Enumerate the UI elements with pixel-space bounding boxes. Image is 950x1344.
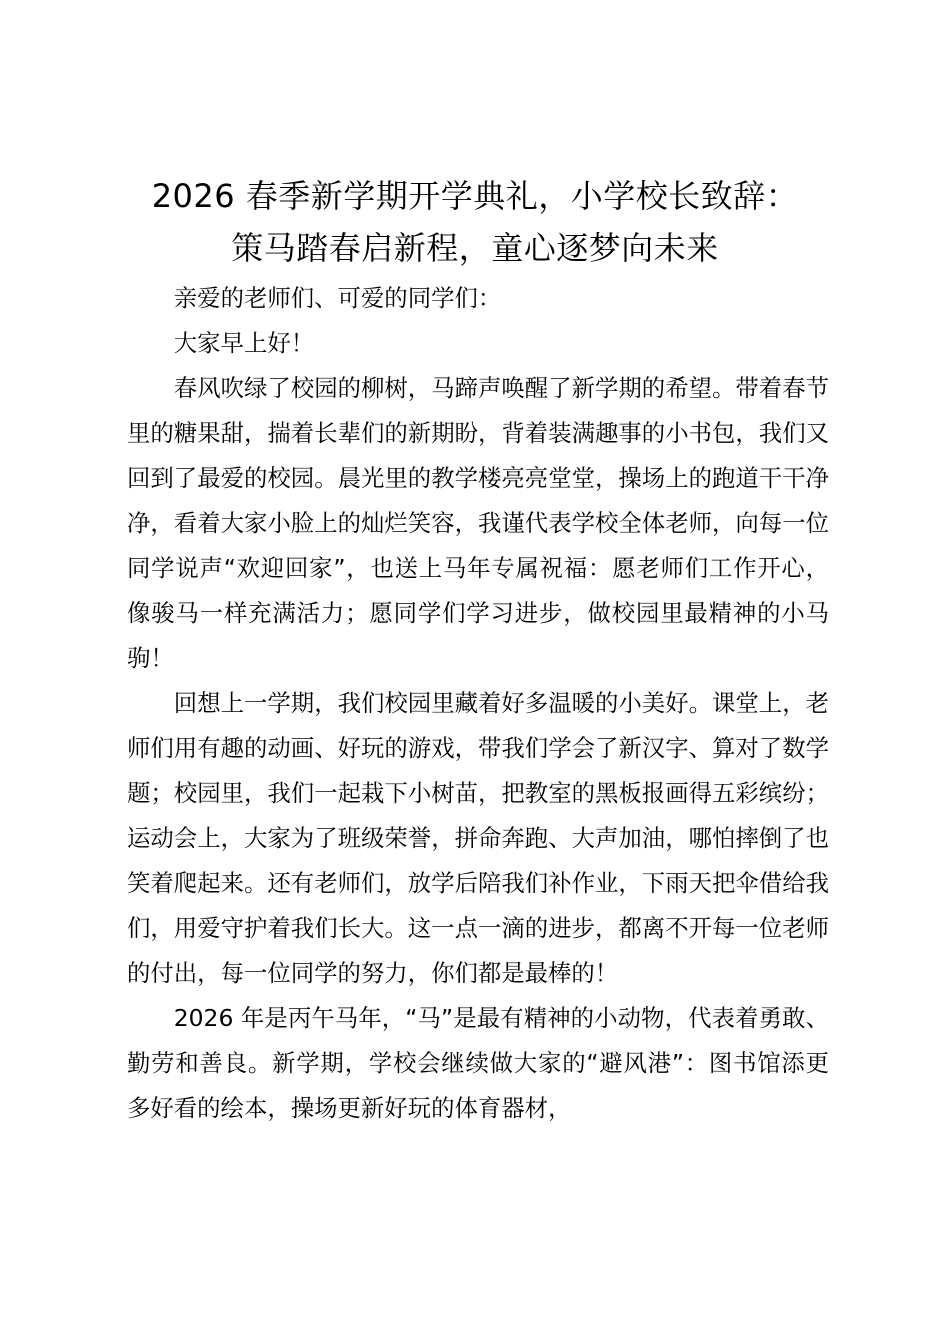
speech-title (0, 170, 950, 274)
body-paragraph: 回想上一学期，我们校园里藏着好多温暖的小美好。课堂上，老师们用有趣的动画、好玩的游戏，带我们学会了新汉字、算对了数学题；校园里，我们一起栽下小树苗，把教室的黑板报画得五彩缤纷；运动会上，大家为了班级荣誉，拼命奔跑、大声加油，哪怕摔倒了也笑着爬起来。还有老师们，放学后陪我们补作业，下雨天把伞借给我们，用爱守护着我们长大。这一点一滴的进步，都离不开每一位老师的付出，每一位同学的努力，你们都是最棒的！ (127, 689, 829, 987)
title-line-1: 2026 春季新学期开学典礼，小学校长致辞： (151, 177, 799, 215)
greeting: 大家早上好！ (173, 329, 315, 357)
salutation: 亲爱的老师们、可爱的同学们： (173, 284, 502, 312)
body-paragraph: 2026 年是丙午马年，“马”是最有精神的小动物，代表着勇敢、勤劳和善良。新学期，学校会继续做大家的“避风港”：图书馆添更多好看的绘本，操场更新好玩的体育器材， (127, 1004, 829, 1122)
title-line-2: 策马踏春启新程，童心逐梦向未来 (231, 229, 719, 267)
body-paragraph: 春风吹绿了校园的柳树，马蹄声唤醒了新学期的希望。带着春节里的糖果甜，揣着长辈们的新期盼，背着装满趣事的小书包，我们又回到了最爱的校园。晨光里的教学楼亮亮堂堂，操场上的跑道干干净净，看着大家小脸上的灿烂笑容，我谨代表学校全体老师，向每一位同学说声“欢迎回家”，也送上马年专属祝福：愿老师们工作开心，像骏马一样充满活力；愿同学们学习进步，做校园里最精神的小马驹！ (127, 374, 829, 672)
speech-body (127, 276, 829, 1131)
